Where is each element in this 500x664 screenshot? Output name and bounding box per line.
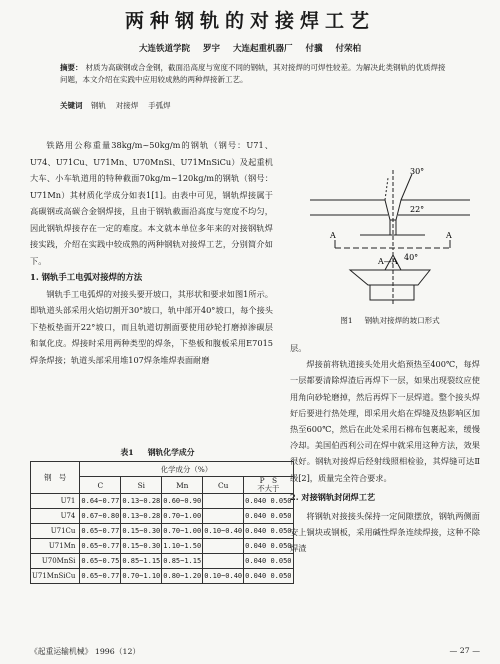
cell-p-s [244,524,293,539]
cell-s: 0.050 [270,527,292,535]
table-row [31,569,294,584]
rail-section-outline [350,270,430,285]
cell-c: 0.64~0.77 [80,494,121,509]
figure-caption-text: 钢轨对接焊的坡口形式 [364,316,440,325]
cell-c: 0.65~0.77 [80,524,121,539]
cell-cu [203,494,244,509]
table-caption [30,447,285,458]
cell-p-s [244,494,293,509]
preheat-paragraph: 焊接前将轨道接头处用火焰预热至400℃，每焊一层都要清除焊渣后再焊下一层，如果出现裂纹应使用角向砂轮磨掉，然后再焊下一层焊道。整个接头焊好后要进行热处理，即采用火焰在焊缝及热影响区加热至600℃，然后在此处采用石棉布包裹起来，缓慢冷却。美国伯西利公司在焊中就采用这种方法，效果很好。钢轨对接焊后经射线照相检验，其焊缝可达Ⅱ级[2]，质量完全符合要求。 [290,359,480,483]
cell-p-s [244,509,293,524]
table-row [31,539,294,554]
angle-40-label: 40° [404,253,419,262]
cell-mn: 0.60~0.90 [162,494,203,509]
keyword-3: 手弧焊 [148,101,171,110]
author-line [0,42,500,54]
footer-journal [30,646,140,657]
keywords [60,100,450,111]
header-steel-grade: 钢 号 [31,462,80,494]
author-2: 付骥 [305,44,323,54]
cell-s: 0.050 [270,512,292,520]
rail-top-outline [310,200,470,220]
cell-si: 0.13~0.28 [121,494,162,509]
cell-c: 0.65~0.75 [80,554,121,569]
cell-c: 0.67~0.80 [80,509,121,524]
cell-c: 0.65~0.77 [80,569,121,584]
cell-si: 0.15~0.30 [121,524,162,539]
header-composition: 化学成分（%） [80,462,293,477]
cell-grade: U71MnSiCu [31,569,80,584]
cell-si: 0.15~0.30 [121,539,162,554]
header-p: P [259,476,265,485]
keywords-label: 关键词 [60,101,83,110]
chemical-composition-table [30,461,294,584]
cell-grade: U70MnSi [31,554,80,569]
header-s: S [271,476,278,485]
table-row [31,554,294,569]
article-title: 两种钢轨的对接焊工艺 [124,10,375,32]
affiliation-1: 大连铁道学院 [139,44,191,54]
keyword-1: 钢轨 [90,101,106,110]
keyword-2: 对接焊 [115,101,139,110]
cell-si: 0.70~1.10 [121,569,162,584]
cell-cu [203,539,244,554]
header-c: C [80,477,121,494]
cell-p-s [244,539,293,554]
cell-c: 0.65~0.77 [80,539,121,554]
figure-caption [300,315,480,326]
cell-s: 0.050 [270,497,292,505]
section-2-title: 2. 对接钢轨封闭焊工艺 [290,491,376,502]
cell-grade: U71 [31,494,80,509]
cell-mn: 1.10~1.50 [162,539,203,554]
cell-cu: 0.10~0.40 [203,569,244,584]
cell-p: 0.040 [245,572,267,580]
cell-p: 0.040 [245,527,267,535]
cell-grade: U71Cu [31,524,80,539]
left-column [30,137,273,368]
intro-paragraph: 铁路用公称重量38kg/m~50kg/m的钢轨（钢号：U71、U74、U71Cu、U71Mn、U70MnSi、U71MnSiCu）及起重机大车、小车轨道用的特种截面70kg/m~120kg/m的钢轨（钢号：U71Mn）其材质化学成分如表1[1]。由表中可见，钢轨焊接属于高碳钢或高碳合金钢焊接，且由于钢轨截面沿高度与宽度不均匀，因此钢轨焊接存在一定的难度。本文就本单位多年来的对接钢轨焊接实践，介绍在实践中较成熟的两种钢轨对接焊工艺，分别简介如下。 [30,140,273,266]
cell-cu [203,554,244,569]
table-row [31,524,294,539]
table-title: 钢轨化学成分 [147,448,195,457]
table-row [31,494,294,509]
cell-p-s [244,554,293,569]
journal-issue: 1996（12） [94,647,141,656]
cell-s: 0.050 [270,572,292,580]
cell-s: 0.050 [270,557,292,565]
cell-cu [203,509,244,524]
abstract-label: 摘要： [60,63,83,72]
cell-mn: 0.80~1.20 [162,569,203,584]
section-marker-right: A [446,231,452,240]
header-mn: Mn [162,477,203,494]
cell-p: 0.040 [245,542,267,550]
affiliation-2: 大连起重机器厂 [232,44,293,54]
author-1: 罗宇 [203,44,221,54]
section-label: A—A [378,257,398,266]
groove-figure [290,160,480,332]
table-row [31,509,294,524]
cell-p: 0.040 [245,557,267,565]
cell-si: 0.85~1.15 [121,554,162,569]
cell-grade: U71Mn [31,539,80,554]
header-max: 不大于 [257,484,280,493]
cell-mn: 0.70~1.00 [162,524,203,539]
cell-grade: U74 [31,509,80,524]
figure-number: 图1 [340,316,353,325]
cell-cu: 0.10~0.40 [203,524,244,539]
header-cu: Cu [203,477,244,494]
section-1-title: 1. 钢轨手工电弧对接焊的方法 [30,272,143,282]
section-1-paragraph: 钢轨手工电弧焊的对接头要开坡口，其形状和要求如图1所示。即轨道头部采用火焰切割开30°坡口，轨中部开40°坡口，每个接头下垫板垫面开22°坡口，而且轨道切割面要使用砂轮打磨掉渗碳层和氧化皮。焊接时采用两种类型的焊条，下垫板和腹板采用E7015焊条焊接；轨道头部采用堆107焊条堆焊表面耐磨 [30,288,273,365]
header-p-s [244,477,293,494]
cell-p-s [244,569,293,584]
cell-mn: 0.85~1.15 [162,554,203,569]
angle-22-label: 22° [410,205,425,214]
cell-p: 0.040 [245,512,267,520]
angle-30-label: 30° [410,167,425,176]
abstract [60,62,450,86]
cell-p: 0.040 [245,497,267,505]
journal-name: 《起重运输机械》 [30,647,93,656]
header-si: Si [121,477,162,494]
section-2-paragraph: 将钢轨对接接头保持一定间隙摆放，钢轨两侧面安上铜块或钢板，采用碱性焊条连续焊接，这种不除焊渣 [290,511,480,554]
cell-si: 0.13~0.28 [121,509,162,524]
table-number: 表1 [120,448,134,457]
page-number: — 27 — [449,646,480,655]
right-continuation: 层。 [290,343,307,353]
cell-mn: 0.70~1.00 [162,509,203,524]
right-column [290,340,480,557]
section-marker-left: A [330,231,336,240]
abstract-text: 材质为高碳钢或合金钢，截面沿高度与宽度不同的钢轨，其对接焊的可焊性较差。为解决此类钢轨的优质焊接问题，本文介绍在实践中应用较成熟的两种焊接新工艺。 [60,63,446,84]
cell-s: 0.050 [270,542,292,550]
author-3: 付荣柏 [335,44,361,54]
